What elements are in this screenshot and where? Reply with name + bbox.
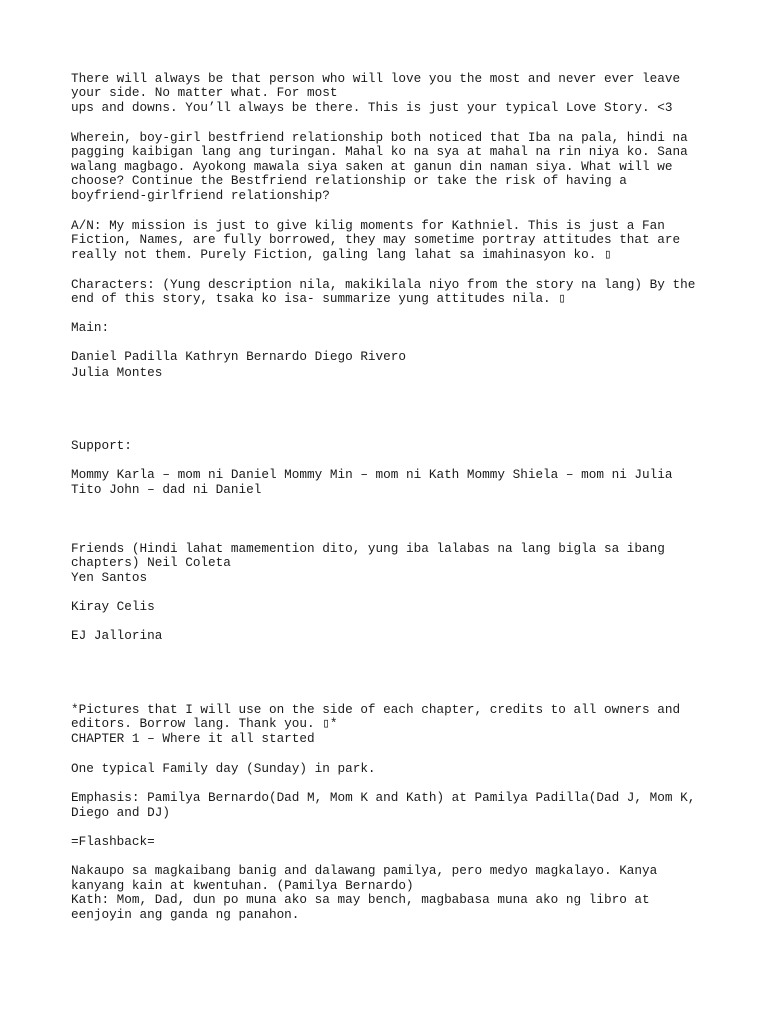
text-line: Kath: Mom, Dad, dun po muna ako sa may bench, magbabasa muna ako ng libro at <box>71 892 650 907</box>
section-heading: Main: <box>71 320 110 335</box>
text-line: Yen Santos <box>71 570 148 585</box>
text-line: A/N: My mission is just to give kilig moments for Kathniel. This is just a Fan <box>71 218 665 233</box>
text-line: really not them. Purely Fiction, galing lang lahat sa imahinasyon ko. ▯ <box>71 247 612 262</box>
text-line: kanyang kain at kwentuhan. (Pamilya Bernardo) <box>71 878 414 893</box>
text-line: Friends (Hindi lahat mamemention dito, yung iba lalabas na lang bigla sa ibang <box>71 541 665 556</box>
chapter-heading: CHAPTER 1 – Where it all started <box>71 731 315 746</box>
text-line: Nakaupo sa magkaibang banig and dalawang pamilya, pero medyo magkalayo. Kanya <box>71 863 658 878</box>
text-line: There will always be that person who will love you the most and never ever leave <box>71 71 681 86</box>
text-line: your side. No matter what. For most <box>71 85 338 100</box>
text-line: =Flashback= <box>71 834 155 849</box>
text-line: *Pictures that I will use on the side of each chapter, credits to all owners and <box>71 702 681 717</box>
text-line: Fiction, Names, are fully borrowed, they may sometime portray attitudes that are <box>71 232 681 247</box>
text-line: Tito John – dad ni Daniel <box>71 482 262 497</box>
text-line: chapters) Neil Coleta <box>71 555 231 570</box>
text-line: Diego and DJ) <box>71 805 170 820</box>
text-line: choose? Continue the Bestfriend relationship or take the risk of having a <box>71 173 627 188</box>
text-line: eenjoyin ang ganda ng panahon. <box>71 907 300 922</box>
text-line: editors. Borrow lang. Thank you. ▯* <box>71 716 338 731</box>
text-line: EJ Jallorina <box>71 628 163 643</box>
text-line: Julia Montes <box>71 365 163 380</box>
text-line: Characters: (Yung description nila, makikilala niyo from the story na lang) By the <box>71 277 696 292</box>
section-heading: Support: <box>71 438 132 453</box>
text-line: One typical Family day (Sunday) in park. <box>71 761 376 776</box>
text-line: Mommy Karla – mom ni Daniel Mommy Min – mom ni Kath Mommy Shiela – mom ni Julia <box>71 467 673 482</box>
text-line: boyfriend-girlfriend relationship? <box>71 188 330 203</box>
text-line: Daniel Padilla Kathryn Bernardo Diego Rivero <box>71 349 407 364</box>
text-line: end of this story, tsaka ko isa- summarize yung attitudes nila. ▯ <box>71 291 566 306</box>
text-line: Emphasis: Pamilya Bernardo(Dad M, Mom K and Kath) at Pamilya Padilla(Dad J, Mom K, <box>71 790 696 805</box>
text-line: Kiray Celis <box>71 599 155 614</box>
text-line: ups and downs. You’ll always be there. This is just your typical Love Story. <3 <box>71 100 673 115</box>
text-line: Wherein, boy-girl bestfriend relationship both noticed that Iba na pala, hindi na <box>71 130 688 145</box>
text-line: pagging kaibigan lang ang turingan. Mahal ko na sya at mahal na rin niya ko. Sana <box>71 144 688 159</box>
text-line: walang magbago. Ayokong mawala siya saken at ganun din naman siya. What will we <box>71 159 673 174</box>
